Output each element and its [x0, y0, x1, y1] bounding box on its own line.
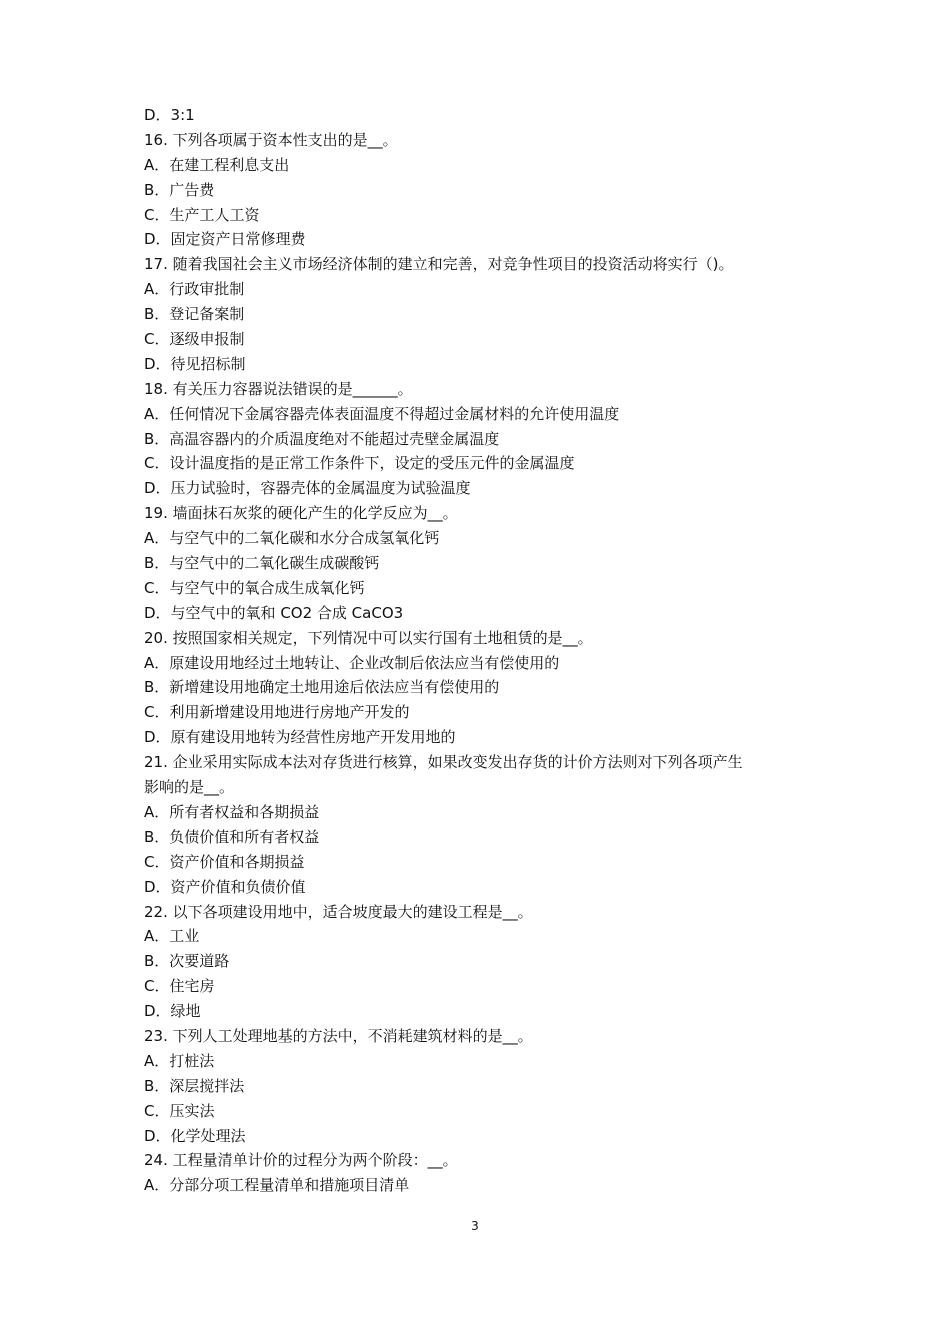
- option-line: D．资产价值和负债价值: [144, 877, 306, 896]
- question-19: 19. 墙面抹石灰浆的硬化产生的化学反应为__。: [144, 504, 458, 523]
- question-21-continued: 影响的是__。: [144, 778, 235, 797]
- option-line: D．与空气中的氧和 CO2 合成 CaCO3: [144, 603, 404, 622]
- question-20: 20. 按照国家相关规定，下列情况中可以实行国有土地租赁的是__。: [144, 628, 593, 647]
- option-line: B．负债价值和所有者权益: [144, 827, 320, 846]
- option-line: D．化学处理法: [144, 1126, 246, 1145]
- option-line: D．待见招标制: [144, 354, 246, 373]
- option-line: C．资产价值和各期损益: [144, 852, 305, 871]
- option-line: B．次要道路: [144, 952, 230, 971]
- option-line: A．原建设用地经过土地转让、企业改制后依法应当有偿使用的: [144, 653, 560, 672]
- question-24: 24. 工程量清单计价的过程分为两个阶段：__。: [144, 1151, 458, 1170]
- option-line: B．广告费: [144, 180, 215, 199]
- page-content: [144, 103, 814, 1198]
- option-line: A．工业: [144, 927, 200, 946]
- option-line: D．原有建设用地转为经营性房地产开发用地的: [144, 728, 456, 747]
- question-22: 22. 以下各项建设用地中，适合坡度最大的建设工程是__。: [144, 902, 533, 921]
- question-23: 23. 下列人工处理地基的方法中，不消耗建筑材料的是__。: [144, 1026, 533, 1045]
- text-line: D．3:1: [144, 106, 195, 124]
- option-line: D．绿地: [144, 1002, 201, 1021]
- option-line: C．设计温度指的是正常工作条件下，设定的受压元件的金属温度: [144, 454, 575, 473]
- option-line: B．新增建设用地确定土地用途后依法应当有偿使用的: [144, 678, 500, 697]
- question-18: 18. 有关压力容器说法错误的是______。: [144, 379, 413, 398]
- option-line: C．压实法: [144, 1101, 215, 1120]
- option-line: C．住宅房: [144, 977, 215, 996]
- option-line: A．与空气中的二氧化碳和水分合成氢氧化钙: [144, 529, 440, 548]
- option-line: A．行政审批制: [144, 280, 245, 299]
- option-line: D．压力试验时，容器壳体的金属温度为试验温度: [144, 479, 471, 498]
- option-line: C．利用新增建设用地进行房地产开发的: [144, 703, 410, 722]
- page-number: 3: [471, 1219, 479, 1233]
- option-line: D．固定资产日常修理费: [144, 230, 306, 249]
- option-line: C．生产工人工资: [144, 205, 260, 224]
- option-line: A．所有者权益和各期损益: [144, 802, 320, 821]
- option-line: B．与空气中的二氧化碳生成碳酸钙: [144, 554, 380, 573]
- option-line: A．分部分项工程量清单和措施项目清单: [144, 1176, 410, 1195]
- option-line: A．打桩法: [144, 1051, 215, 1070]
- option-line: A．任何情况下金属容器壳体表面温度不得超过金属材料的允许使用温度: [144, 404, 620, 423]
- question-16: 16. 下列各项属于资本性支出的是__。: [144, 130, 398, 149]
- option-line: B．高温容器内的介质温度绝对不能超过壳壁金属温度: [144, 429, 500, 448]
- option-line: B．深层搅拌法: [144, 1076, 245, 1095]
- option-line: B．登记备案制: [144, 305, 245, 324]
- option-line: A．在建工程利息支出: [144, 155, 290, 174]
- question-17: 17. 随着我国社会主义市场经济体制的建立和完善，对竞争性项目的投资活动将实行（)。: [144, 255, 734, 274]
- option-line: C．与空气中的氧合成生成氧化钙: [144, 578, 365, 597]
- question-21: 21. 企业采用实际成本法对存货进行核算，如果改变发出存货的计价方法则对下列各项产生: [144, 753, 743, 772]
- option-line: C．逐级申报制: [144, 330, 245, 349]
